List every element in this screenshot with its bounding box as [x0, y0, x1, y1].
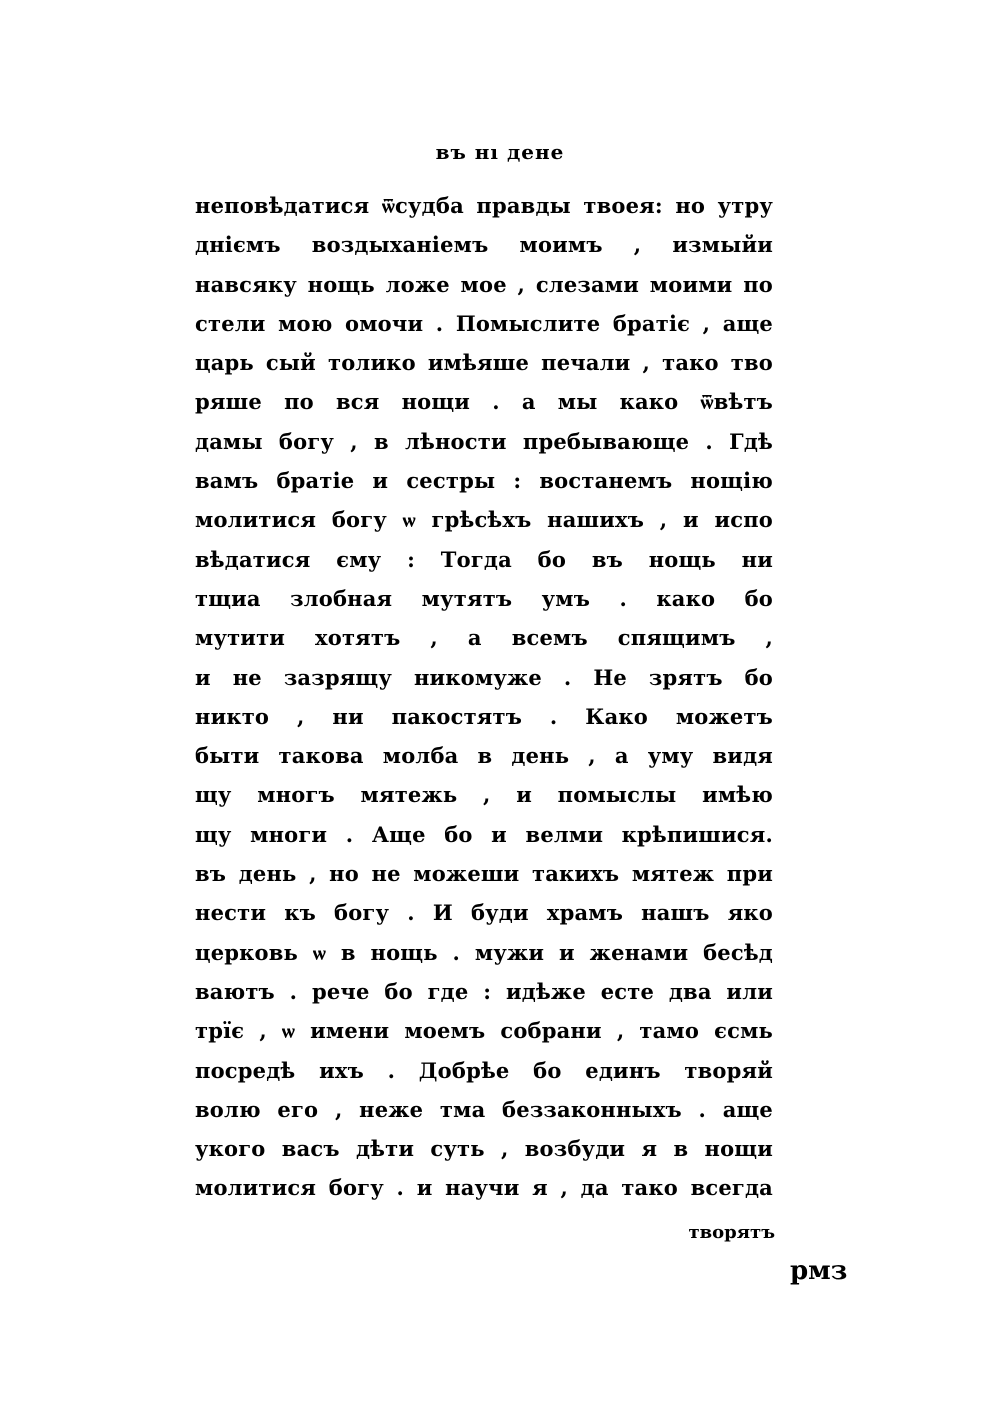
body-text: [195, 186, 773, 1208]
folio-number: рмз: [790, 1256, 848, 1286]
text-line: и не зазрящу никомуже . Не зрятъ бо: [195, 664, 773, 690]
page-header: въ нı дене: [435, 140, 565, 164]
text-line: нести къ богу . И буди храмъ нашъ яко: [195, 900, 773, 926]
text-line: быти такова молба в день , а уму видя: [195, 743, 773, 769]
text-line: царь сый толико имѣяше печали , тако тво: [195, 350, 773, 376]
text-line: посредѣ ихъ . Добрѣе бо единъ творяй: [195, 1057, 773, 1083]
catchword: творятъ: [688, 1222, 775, 1243]
text-line: церковь ѡ в нощь . мужи и женами бесѣд: [195, 939, 773, 965]
text-line: вѣдатися єму : Тогда бо въ нощь ни: [195, 546, 773, 572]
text-line: дамы богу , в лѣности пребывающе . Гдѣ: [195, 428, 773, 454]
text-line: ряше по вся нощи . а мы како ѿвѣтъ: [195, 389, 773, 415]
text-line: щу многъ мятежь , и помыслы имѣю: [195, 782, 773, 808]
text-line: щу многи . Аще бо и велми крѣпишися.: [195, 821, 773, 847]
text-line: тщиа злобная мутятъ умъ . како бо: [195, 585, 773, 611]
text-line: никто , ни пакостятъ . Како можетъ: [195, 703, 773, 729]
text-line: ваютъ . рече бо где : идѣже есте два или: [195, 978, 773, 1004]
text-line: стели мою омочи . Помыслите братіє , аще: [195, 310, 773, 336]
text-line: укого васъ дѣти суть , возбуди я в нощи: [195, 1136, 773, 1162]
text-line: трїє , ѡ имени моемъ собрани , тамо єсмь: [195, 1018, 773, 1044]
text-line: неповѣдатися ѿсудба правды твоея: но утру: [195, 193, 773, 218]
text-line: въ день , но не можеши такихъ мятеж при: [195, 861, 773, 887]
text-line: вамъ братіе и сестры : востанемъ нощію: [195, 468, 773, 494]
text-line: дніємъ воздыханіемъ моимъ , измыйи: [195, 232, 773, 258]
text-line: молитися богу ѡ грѣсѣхъ нашихъ , и испо: [195, 507, 773, 533]
text-line: молитися богу . и научи я , да тако всегда: [195, 1175, 773, 1201]
text-line: волю его , неже тма беззаконныхъ . аще: [195, 1096, 773, 1122]
text-line: навсяку нощь ложе мое , слезами моими по: [195, 271, 773, 297]
text-line: мутити хотятъ , а всемъ спящимъ ,: [195, 625, 773, 651]
